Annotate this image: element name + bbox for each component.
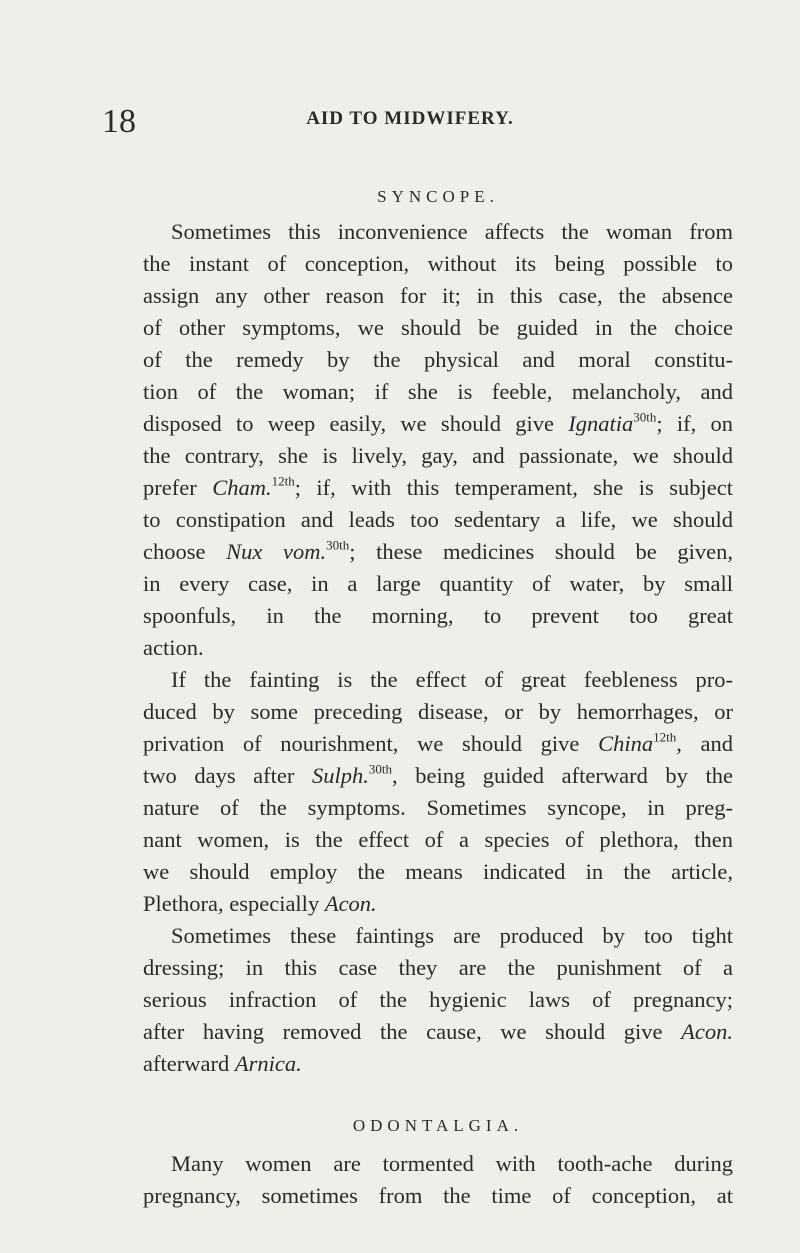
paragraph-line: we should employ the means indicated in the article, [143,859,733,884]
paragraph-line: action. [143,635,204,660]
paragraph-line: nature of the symptoms. Sometimes syncope, in preg- [143,795,733,820]
paragraph-line: assign any other reason for it; in this case, the absence [143,283,733,308]
paragraph-line: serious infraction of the hygienic laws of pregnancy; [143,987,733,1012]
text-run: prefer [143,475,213,500]
remedy-name: Cham. [212,475,272,500]
paragraph-line [143,536,733,568]
paragraph-line: to constipation and leads too sedentary a life, we should [143,507,733,532]
paragraph-line: nant women, is the effect of a species of plethora, then [143,827,733,852]
remedy-name: Arnica. [234,1051,302,1076]
remedy-name: China [598,731,654,756]
remedy-name: Nux vom. [226,539,327,564]
text-run: disposed to weep easily, we should give [143,411,569,436]
paragraph-line [143,728,733,760]
potency: 30th [368,761,392,777]
text-run: two days after [143,763,312,788]
paragraph-line: in every case, in a large quantity of water, by small [143,571,733,596]
paragraph-line [143,408,733,440]
remedy-name: Sulph. [311,763,369,788]
remedy-name: Acon. [681,1019,733,1044]
text-run: privation of nourishment, we should give [143,731,599,756]
page-number: 18 [102,103,136,140]
paragraph-line [143,472,733,504]
running-head: AID TO MIDWIFERY. [306,108,514,129]
text-run: ; if, with this temperament, she is subject [294,475,733,500]
paragraph-line [143,888,733,920]
paragraph-line: the instant of conception, without its being possible to [143,251,733,276]
paragraph-line: Sometimes these faintings are produced by too tight [171,923,733,948]
text-run: after having removed the cause, we should give [143,1019,682,1044]
paragraph-line [143,1016,733,1048]
paragraph-line: the contrary, she is lively, gay, and passionate, we should [143,443,733,468]
potency: 30th [326,537,350,553]
page-header [0,102,800,142]
text-run: , being guided afterward by the [392,763,733,788]
section-heading-syncope: SYNCOPE. [377,187,499,206]
potency: 30th [633,409,657,425]
paragraph-line: If the fainting is the effect of great feebleness pro- [171,667,733,692]
potency: 12th [271,473,295,489]
paragraph-line: dressing; in this case they are the punishment of a [143,955,733,980]
text-run: , and [676,731,733,756]
paragraph-line: of the remedy by the physical and moral constitu- [143,347,733,372]
remedy-name: Acon. [324,891,377,916]
paragraph-line: tion of the woman; if she is feeble, melancholy, and [143,379,733,404]
paragraph-line: Many women are tormented with tooth-ache during [171,1151,733,1176]
remedy-name: Ignatia [568,411,634,436]
text-run: afterward [143,1051,235,1076]
paragraph-line [143,1048,733,1080]
paragraph-line: of other symptoms, we should be guided in the choice [143,315,733,340]
paragraph-line [143,760,733,792]
paragraph-line: Sometimes this inconvenience affects the woman from [171,219,733,244]
text-run: choose [143,539,227,564]
paragraph-line: pregnancy, sometimes from the time of conception, at [143,1183,733,1208]
section-heading-odontalgia: ODONTALGIA. [352,1116,524,1135]
text-run: ; if, on [656,411,733,436]
text-run: ; these medicines should be given, [349,539,733,564]
potency: 12th [653,729,677,745]
paragraph-line: duced by some preceding disease, or by hemorrhages, or [143,699,733,724]
text-run: Plethora, especially [143,891,325,916]
paragraph-line: spoonfuls, in the morning, to prevent too great [143,603,733,628]
